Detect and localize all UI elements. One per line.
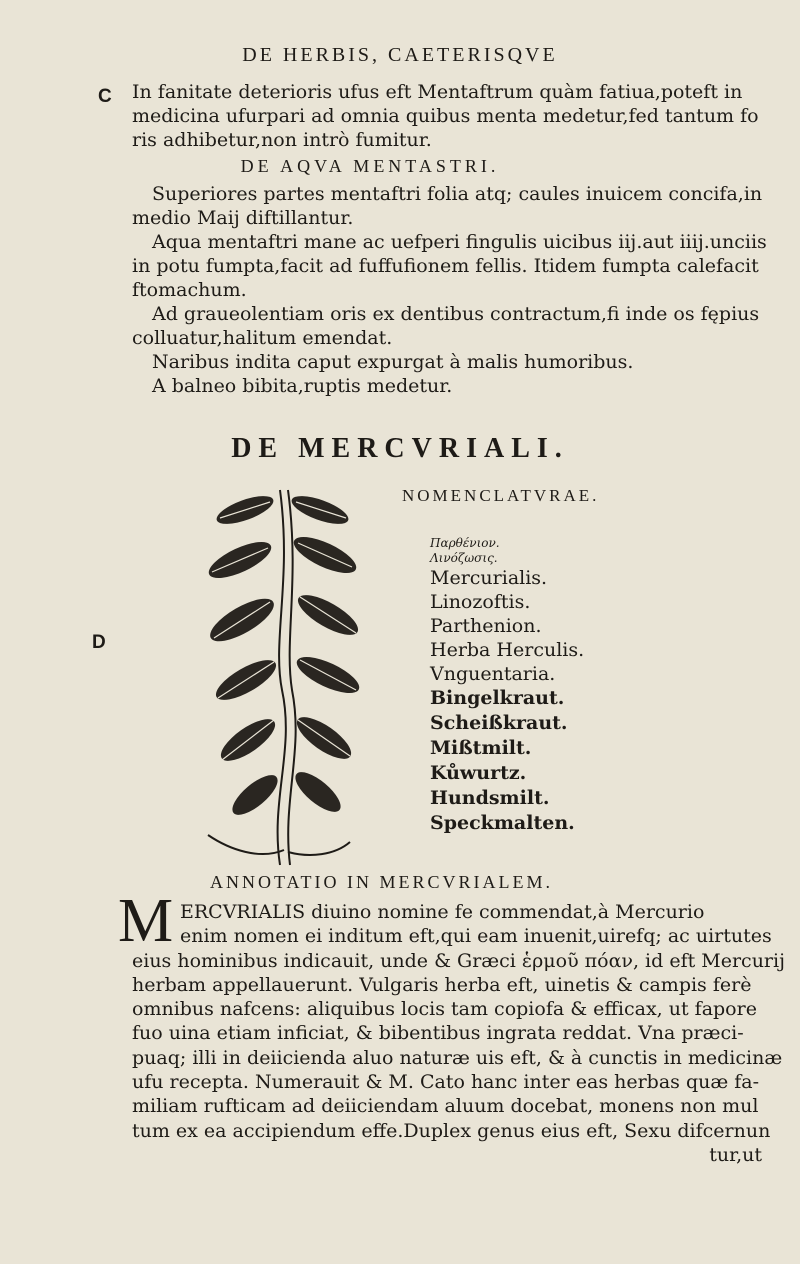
text-line: ERCVRIALIS diuino nomine fe commendat,à Mercurio (180, 901, 705, 923)
text-line: colluatur,halitum emendat. (132, 327, 393, 349)
text-line: enim nomen ei inditum eft,qui eam inuenit,uirefq; ac uirtutes (180, 925, 772, 948)
running-head: DE HERBIS, CAETERISQVE (242, 44, 558, 66)
latin-name: Linozoftis. (430, 591, 531, 613)
paragraph-aqua (132, 182, 767, 398)
mercury-plant-woodcut (200, 470, 380, 870)
german-name: Mißtmilt. (430, 737, 532, 759)
german-name: Speckmalten. (430, 812, 575, 834)
latin-name: Herba Herculis. (430, 639, 585, 661)
greek-name: Λινόζωσις. (430, 551, 498, 565)
mercurialis-heading: DE MERCVRIALI. (231, 433, 569, 464)
catchword: tur,ut (709, 1143, 762, 1166)
german-name: Kůwurtz. (430, 762, 527, 784)
german-name: Scheißkraut. (430, 712, 568, 734)
text-line: Ad graueolentiam oris ex dentibus contractum,fi inde os fępius (152, 303, 760, 325)
text-line: ftomachum. (132, 279, 247, 301)
paragraph-mentastrum (132, 80, 762, 152)
text-line: tum ex ea accipiendum effe.Duplex genus eius eft, Sexu difcernun (132, 1119, 771, 1142)
text-line: in potu fumpta,facit ad fuffufionem fellis. Itidem fumpta calefacit (132, 255, 759, 277)
nomenclature-heading: NOMENCLATVRAE. (402, 486, 600, 505)
text-line: medicina ufurpari ad omnia quibus menta medetur,fed tantum fo (132, 105, 759, 127)
german-name: Bingelkraut. (430, 687, 565, 709)
text-line: In fanitate deterioris ufus eft Mentaftrum quàm fatiua,poteft in (132, 81, 743, 103)
german-name: Hundsmilt. (430, 787, 550, 809)
text-line: medio Maij diftillantur. (132, 207, 354, 229)
text-line: puaq; illi in deiicienda aluo naturæ uis eft, & à cunctis in medicinæ (132, 1046, 783, 1069)
text-line: Naribus indita caput expurgat à malis humoribus. (152, 351, 634, 373)
text-line: miliam rufticam ad deiiciendam aluum docebat, monens non mul (132, 1095, 759, 1118)
text-line: omnibus nafcens: aliquibus locis tam copiofa & efficax, ut fapore (132, 998, 757, 1021)
text-line: ufu recepta. Numerauit & M. Cato hanc inter eas herbas quæ fa- (132, 1071, 760, 1094)
margin-letter-d: D (92, 632, 106, 653)
text-line: fuo uina etiam inficiat, & bibentibus ingrata reddat. Vna præci- (132, 1022, 744, 1045)
text-line: herbam appellauerunt. Vulgaris herba eft, uinetis & campis ferè (132, 973, 752, 996)
nomenclature-list (430, 536, 584, 836)
latin-name: Vnguentaria. (430, 663, 556, 685)
greek-name: Παρθένιον. (430, 536, 500, 550)
margin-letter-c: C (98, 86, 112, 107)
drop-cap: M (118, 887, 174, 955)
latin-name: Parthenion. (430, 615, 542, 637)
latin-name: Mercurialis. (430, 567, 548, 589)
text-line: Aqua mentaftri mane ac uefperi fingulis uicibus iij.aut iiij.unciis (152, 231, 767, 253)
text-line: Superiores partes mentaftri folia atq; caules inuicem concifa,in (152, 183, 763, 205)
text-line: ris adhibetur,non intrò fumitur. (132, 129, 432, 151)
aqua-heading: DE AQVA MENTASTRI. (240, 156, 500, 176)
annotation-text (132, 900, 785, 1167)
text-line: eius hominibus indicauit, unde & Græci ἑρμοῦ πόαν, id eft Mercurij (132, 949, 785, 972)
text-line: A balneo bibita,ruptis medetur. (152, 375, 453, 397)
annotation-heading: ANNOTATIO IN MERCVRIALEM. (210, 872, 554, 892)
